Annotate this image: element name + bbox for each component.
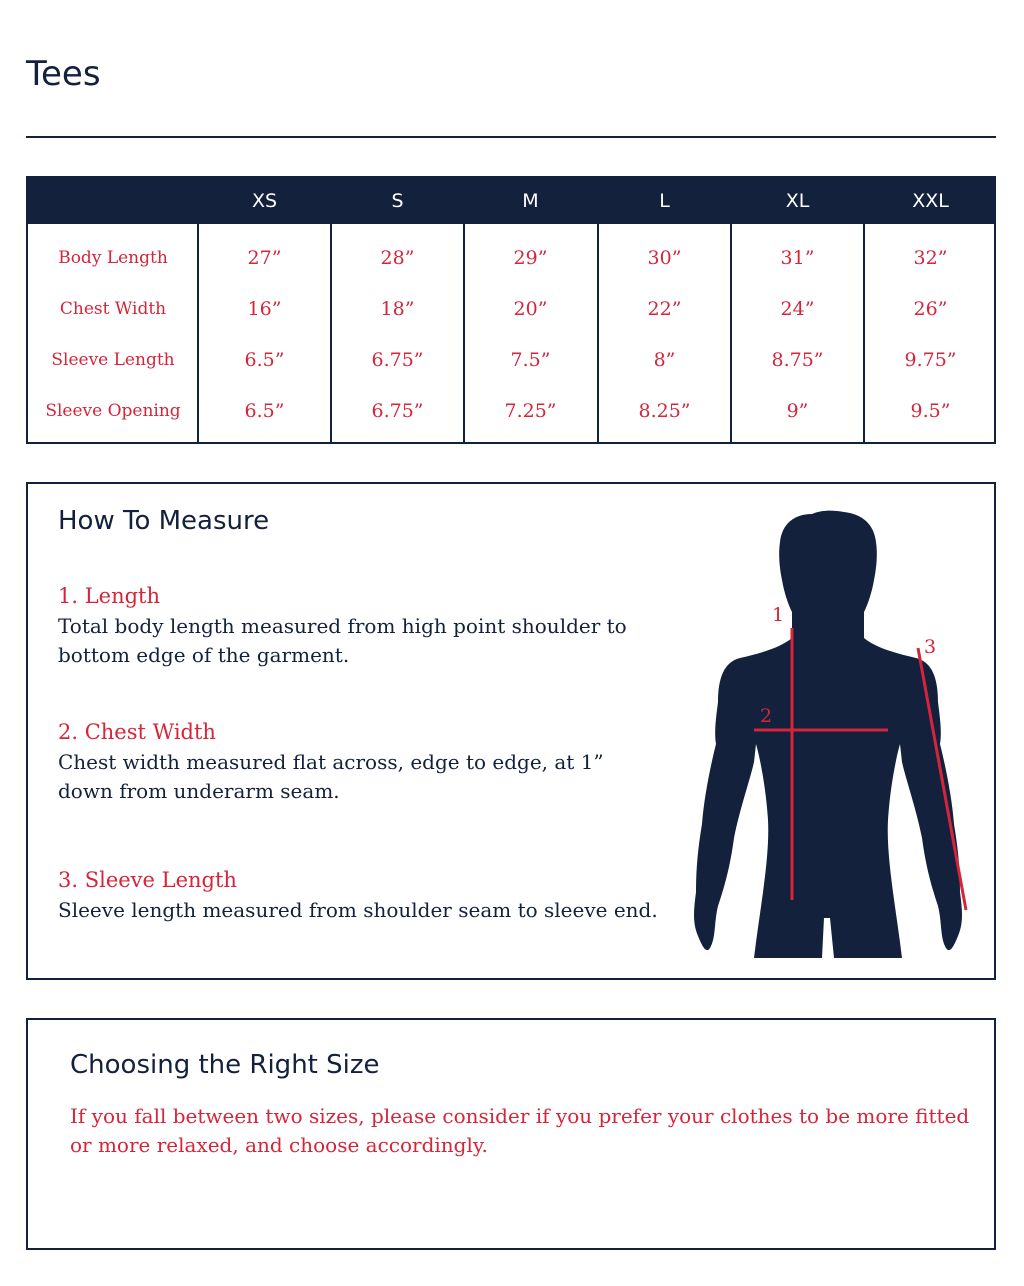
table-cell: 6.5” bbox=[244, 400, 285, 422]
size-header-xl: XL bbox=[785, 190, 810, 212]
title-divider bbox=[26, 136, 996, 138]
row-label-chest-width: Chest Width bbox=[59, 299, 167, 319]
table-cell: 7.5” bbox=[510, 349, 551, 371]
table-cell: 24” bbox=[780, 298, 815, 320]
page-title: Tees bbox=[26, 54, 101, 94]
measure-sleeve-heading: 3. Sleeve Length bbox=[58, 868, 237, 892]
row-label-body-length: Body Length bbox=[58, 248, 168, 268]
measure-sleeve-text: Sleeve length measured from shoulder seam to sleeve end. bbox=[58, 898, 658, 922]
measure-chest-heading: 2. Chest Width bbox=[58, 720, 216, 744]
figure-label-2: 2 bbox=[760, 705, 773, 727]
size-header-m: M bbox=[522, 190, 539, 212]
table-cell: 9.75” bbox=[904, 349, 957, 371]
table-cell: 18” bbox=[380, 298, 415, 320]
table-cell: 8.25” bbox=[638, 400, 691, 422]
table-cell: 28” bbox=[380, 247, 415, 269]
size-chart-table bbox=[26, 176, 996, 444]
table-cell: 30” bbox=[647, 247, 682, 269]
size-chart-header bbox=[28, 178, 994, 224]
table-cell: 9.5” bbox=[910, 400, 951, 422]
table-cell: 6.75” bbox=[371, 349, 424, 371]
how-to-measure-section bbox=[26, 482, 996, 980]
how-to-measure-title: How To Measure bbox=[58, 506, 270, 536]
body-silhouette-figure bbox=[688, 508, 978, 963]
table-cell: 20” bbox=[513, 298, 548, 320]
choosing-size-text: If you fall between two sizes, please consider if you prefer your clothes to be more fitted or more relaxed, and choose accordingly. bbox=[70, 1104, 970, 1157]
choosing-size-title: Choosing the Right Size bbox=[70, 1050, 380, 1080]
table-cell: 26” bbox=[913, 298, 948, 320]
row-label-sleeve-length: Sleeve Length bbox=[51, 350, 175, 370]
table-cell: 6.75” bbox=[371, 400, 424, 422]
table-cell: 32” bbox=[913, 247, 948, 269]
table-cell: 22” bbox=[647, 298, 682, 320]
table-cell: 9” bbox=[786, 400, 809, 422]
figure-label-1: 1 bbox=[772, 604, 785, 626]
measure-chest-text: Chest width measured flat across, edge to edge, at 1” down from underarm seam. bbox=[58, 750, 604, 803]
table-cell: 27” bbox=[247, 247, 282, 269]
table-cell: 8.75” bbox=[771, 349, 824, 371]
table-cell: 29” bbox=[513, 247, 548, 269]
measure-length-text: Total body length measured from high point shoulder to bottom edge of the garment. bbox=[58, 614, 627, 667]
size-header-l: L bbox=[659, 190, 670, 212]
row-label-sleeve-opening: Sleeve Opening bbox=[45, 401, 181, 421]
table-cell: 31” bbox=[780, 247, 815, 269]
choosing-size-section bbox=[26, 1018, 996, 1250]
figure-label-3: 3 bbox=[924, 636, 937, 658]
table-cell: 8” bbox=[653, 349, 676, 371]
table-cell: 16” bbox=[247, 298, 282, 320]
measure-length-heading: 1. Length bbox=[58, 584, 161, 608]
size-header-s: S bbox=[391, 190, 404, 212]
table-cell: 7.25” bbox=[504, 400, 557, 422]
size-header-xs: XS bbox=[251, 190, 278, 212]
table-cell: 6.5” bbox=[244, 349, 285, 371]
size-header-xxl: XXL bbox=[912, 190, 949, 212]
body-silhouette bbox=[694, 511, 962, 958]
